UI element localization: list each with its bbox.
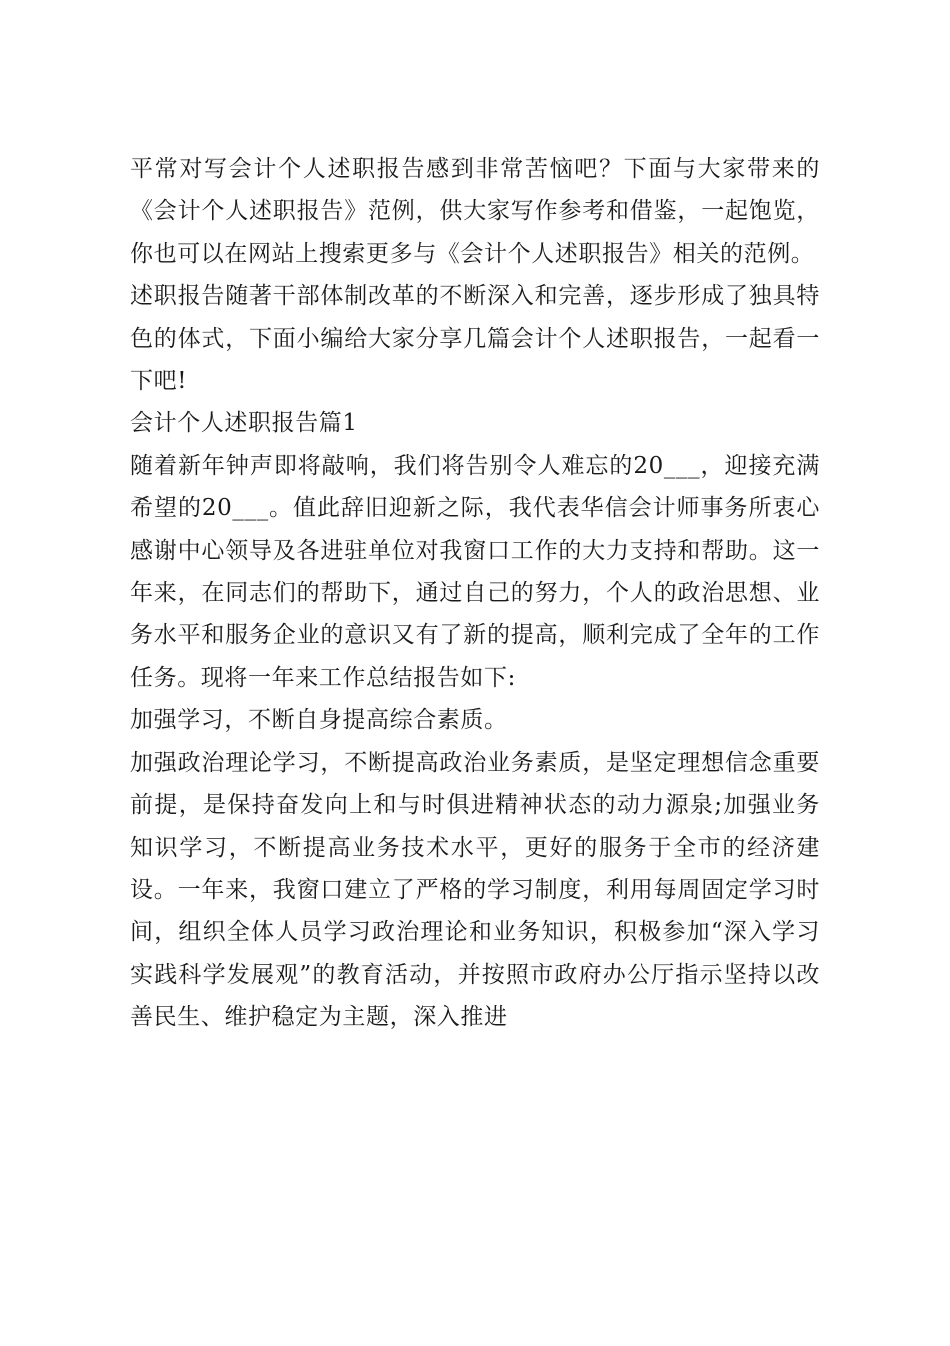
background-paragraph: 述职报告随著干部体制改革的不断深入和完善，逐步形成了独具特色的体式，下面小编给大家分享几篇会计个人述职报告，一起看一下吧! — [130, 283, 820, 395]
subheading-paragraph: 加强学习，不断自身提高综合素质。 — [130, 707, 508, 734]
intro-paragraph: 平常对写会计个人述职报告感到非常苦恼吧？下面与大家带来的《会计个人述职报告》范例，供大家写作参考和借鉴，一起饱览，你也可以在网站上搜索更多与《会计个人述职报告》相关的范例。 — [130, 156, 820, 267]
document-body — [130, 148, 820, 1039]
report-opening-paragraph: 随着新年钟声即将敲响，我们将告别令人难忘的20___，迎接充满希望的20___。值此辞旧迎新之际，我代表华信会计师事务所衷心感谢中心领导及各进驻单位对我窗口工作的大力支持和帮助。这一年来，在同志们的帮助下，通过自己的努力，个人的政治思想、业务水平和服务企业的意识又有了新的提高，顺利完成了全年的工作任务。现将一年来工作总结报告如下: — [130, 452, 820, 691]
study-paragraph: 加强政治理论学习，不断提高政治业务素质，是坚定理想信念重要前提，是保持奋发向上和与时俱进精神状态的动力源泉;加强业务知识学习，不断提高业务技术水平，更好的服务于全市的经济建设。一年来，我窗口建立了严格的学习制度，利用每周固定学习时间，组织全体人员学习政治理论和业务知识，积极参加“深入学习实践科学发展观”的教育活动，并按照市政府办公厅指示坚持以改善民生、维护稳定为主题，深入推进 — [130, 749, 820, 1031]
section-heading: 会计个人述职报告篇1 — [130, 410, 358, 437]
